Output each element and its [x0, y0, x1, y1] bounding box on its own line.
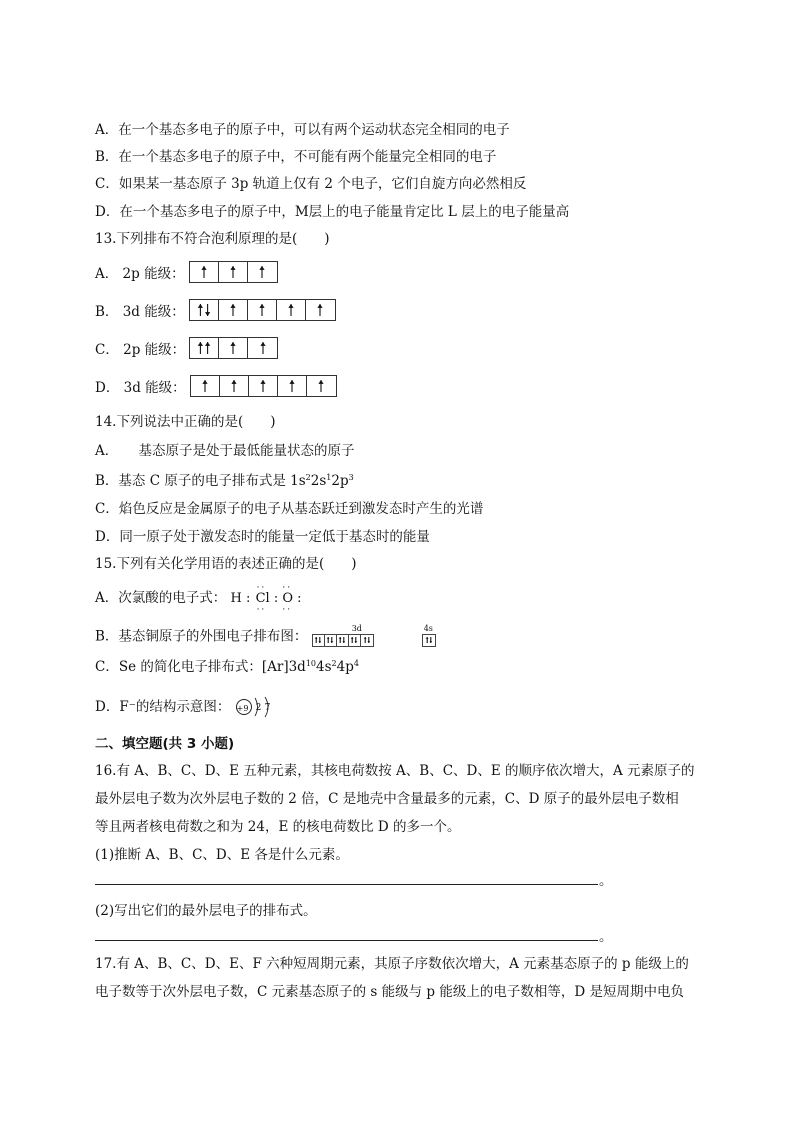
q15-option-a: A．次氯酸的电子式： H : ·· Cl ·· : ·· O ·· : — [95, 583, 302, 615]
electron-arrow-icon — [223, 302, 243, 318]
q14-option-b: B．基态 C 原子的电子排布式是 $1s^22s^12p^3$ — [95, 473, 354, 489]
q13-option-c — [95, 337, 278, 359]
q14-option-a: A． 基态原子是处于最低能量状态的原子 — [95, 443, 355, 459]
shell2-electrons: 7 — [264, 703, 271, 713]
q13-option-b — [95, 299, 336, 321]
blank-period: 。 — [599, 929, 613, 945]
q16-subquestion-1: (1)推断 A、B、C、D、E 各是什么元素。 — [95, 847, 349, 863]
orbital-boxes — [190, 375, 337, 397]
blank-period: 。 — [599, 873, 613, 889]
electron-arrow-icon — [282, 378, 302, 394]
electron-arrow-icon — [281, 302, 301, 318]
electron-configuration: $1s^22s^12p^3$ — [290, 473, 354, 489]
q16-line-2: 最外层电子数为次外层电子数的 2 倍，C 是地壳中含量最多的元素，C、D 原子的最外层电子数相 — [95, 791, 679, 807]
orbital-cell — [248, 338, 277, 358]
label-3d: 3d — [351, 623, 362, 633]
orbital-cell — [191, 376, 220, 396]
electron-arrow-icon — [337, 635, 347, 645]
electron-arrow-icon — [325, 635, 335, 645]
q16-line-1: 16.有 A、B、C、D、E 五种元素，其核电荷数按 A、B、C、D、E 的顺序依次增大，A 元素原子的 — [95, 763, 695, 779]
electron-arrow-icon — [310, 302, 330, 318]
electron-arrow-icon — [311, 378, 331, 394]
q15-stem: 15.下列有关化学用语的表述正确的是( ) — [95, 556, 357, 572]
q12-option-c: C．如果某一基态原子 3p 轨道上仅有 2 个电子，它们自旋方向必然相反 — [95, 176, 527, 192]
q13-option-d-label: D． 3d 能级： — [95, 380, 186, 396]
q13-option-c-label: C． 2p 能级： — [95, 342, 186, 358]
orbital-cell — [220, 376, 249, 396]
q15-option-d: D．F⁻的结构示意图： +9 2 7 — [95, 694, 275, 720]
hypochlorous-lewis-structure: H : ·· Cl ·· : ·· O ·· : — [230, 583, 302, 615]
orbital-boxes — [189, 261, 278, 283]
q13-option-a-label: A． 2p 能级： — [95, 266, 185, 282]
orbital-cell — [313, 635, 325, 646]
section-title: 二、填空题(共 3 小题) — [95, 736, 235, 752]
copper-orbital-diagram — [312, 623, 442, 646]
electron-arrow-icon — [195, 378, 215, 394]
q12-option-b: B．在一个基态多电子的原子中，不可能有两个能量完全相同的电子 — [95, 149, 497, 165]
orbital-cell — [190, 300, 219, 320]
orbital-cell — [219, 300, 248, 320]
answer-blank-2[interactable] — [95, 940, 598, 941]
orbital-cell — [337, 635, 349, 646]
q13-option-b-label: B． 3d 能级： — [95, 304, 185, 320]
q15-option-c: C．Se 的简化电子排布式：$[Ar]3d^{10}4s^24p^4$ — [95, 659, 359, 675]
electron-arrow-icon — [349, 635, 359, 645]
orbital-boxes-3d — [312, 634, 374, 647]
electron-arrow-icon — [223, 340, 243, 356]
q13-option-d — [95, 375, 337, 397]
electron-arrow-icon — [194, 302, 214, 318]
electron-arrow-icon — [253, 340, 273, 356]
electron-arrow-icon — [424, 635, 434, 645]
q17-line-1: 17.有 A、B、C、D、E、F 六种短周期元素，其原子序数依次增大，A 元素基态原子的 p 能级上的 — [95, 956, 689, 972]
orbital-boxes-4s — [422, 634, 436, 647]
orbital-cell — [219, 338, 248, 358]
orbital-cell — [248, 262, 277, 282]
q14-stem: 14.下列说法中正确的是( ) — [95, 414, 276, 430]
electron-arrow-icon — [194, 340, 214, 356]
orbital-cell — [325, 635, 337, 646]
electron-arrow-icon — [252, 264, 272, 280]
q16-line-3: 等且两者核电荷数之和为 24，E 的核电荷数比 D 的多一个。 — [95, 819, 461, 835]
electron-arrow-icon — [223, 264, 243, 280]
electron-arrow-icon — [362, 635, 372, 645]
orbital-cell — [277, 300, 306, 320]
electron-arrow-icon — [194, 264, 214, 280]
q17-line-2: 电子数等于次外层电子数，C 元素基态原子的 s 能级与 p 能级上的电子数相等，D 是短周期中电负 — [95, 984, 684, 1000]
orbital-boxes — [189, 337, 278, 359]
orbital-cell — [249, 376, 278, 396]
electron-arrow-icon — [252, 302, 272, 318]
orbital-cell — [219, 262, 248, 282]
orbital-cell — [190, 262, 219, 282]
q13-stem: 13.下列排布不符合泡利原理的是( ) — [95, 231, 330, 247]
q16-subquestion-2: (2)写出它们的最外层电子的排布式。 — [95, 903, 317, 919]
electron-arrow-icon — [224, 378, 244, 394]
q13-option-a — [95, 261, 278, 283]
electron-arrow-icon — [313, 635, 323, 645]
q14-option-c: C．焰色反应是金属原子的电子从基态跃迁到激发态时产生的光谱 — [95, 501, 484, 517]
nucleus-charge: +9 — [236, 704, 249, 713]
q14-option-d: D．同一原子处于激发态时的能量一定低于基态时的能量 — [95, 529, 430, 545]
orbital-cell — [307, 376, 336, 396]
shell1-electrons: 2 — [255, 703, 262, 713]
q12-option-d: D．在一个基态多电子的原子中，M层上的电子能量肯定比 L 层上的电子能量高 — [95, 204, 570, 220]
orbital-cell — [423, 635, 435, 646]
fluoride-structure-diagram — [235, 694, 275, 720]
orbital-cell — [306, 300, 335, 320]
orbital-boxes — [189, 299, 336, 321]
q15-option-b: B．基态铜原子的外围电子排布图： 3d 4s — [95, 627, 442, 646]
orbital-cell — [248, 300, 277, 320]
electron-arrow-icon — [253, 378, 273, 394]
q12-option-a: A．在一个基态多电子的原子中，可以有两个运动状态完全相同的电子 — [95, 122, 510, 138]
orbital-cell — [278, 376, 307, 396]
electron-configuration: $[Ar]3d^{10}4s^24p^4$ — [261, 659, 359, 675]
orbital-cell — [349, 635, 361, 646]
orbital-cell — [190, 338, 219, 358]
orbital-cell — [361, 635, 373, 646]
label-4s: 4s — [423, 623, 433, 633]
answer-blank-1[interactable] — [95, 884, 598, 885]
